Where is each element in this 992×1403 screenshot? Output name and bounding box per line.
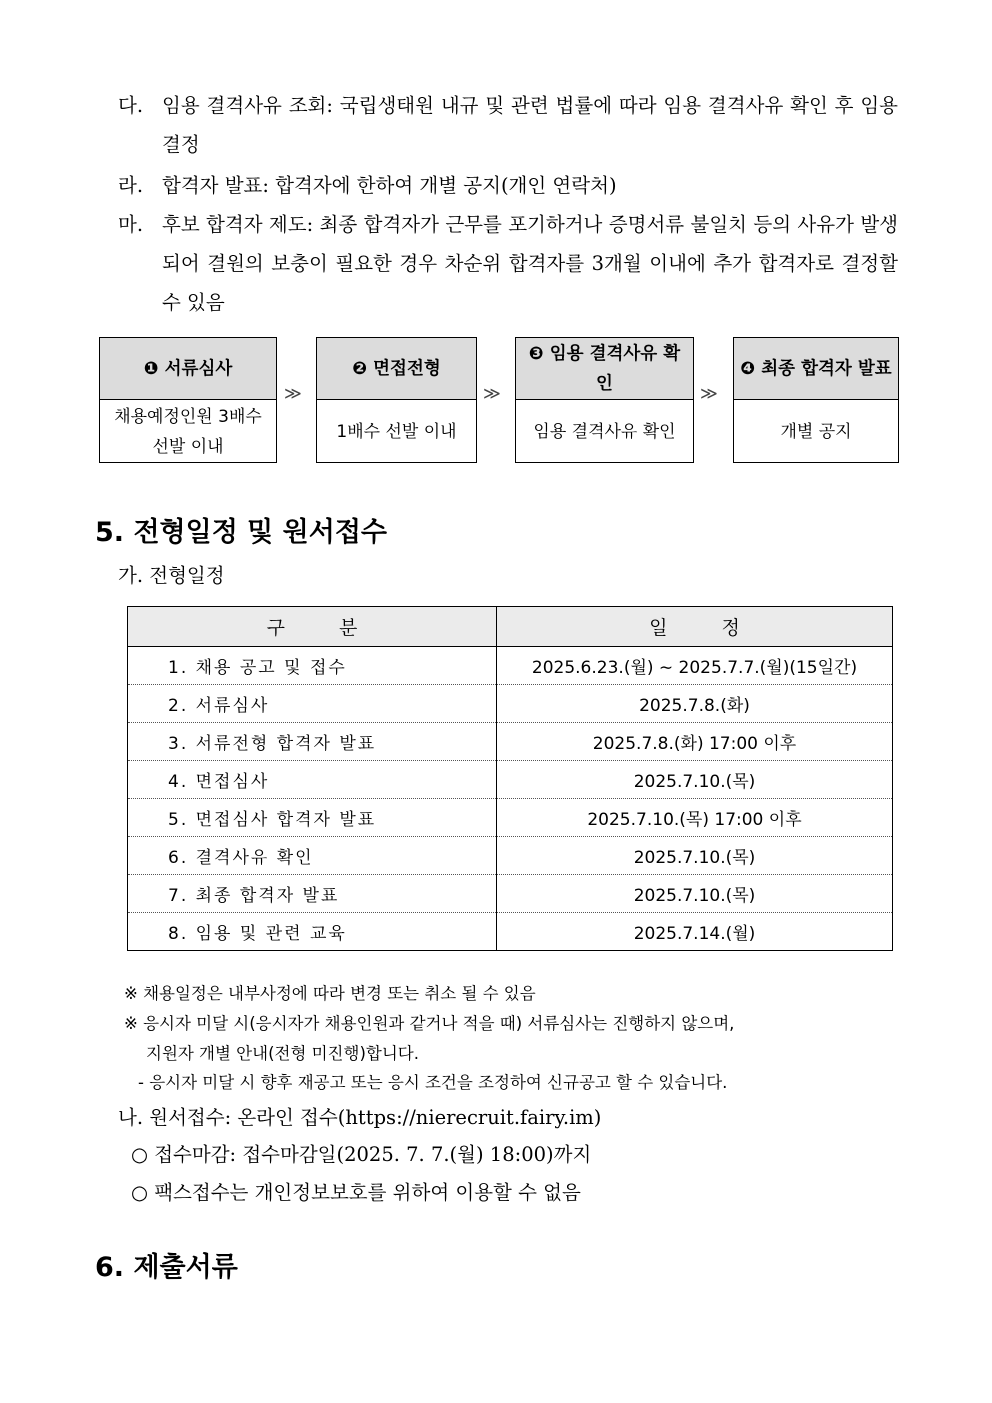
table-row — [128, 913, 893, 951]
table-row — [128, 647, 893, 685]
item-ra — [118, 166, 898, 205]
flow-arrow: ≫ — [284, 384, 302, 404]
table-cell-date: 2025.6.23.(월) ∼ 2025.7.7.(월)(15일간) — [497, 647, 893, 685]
bullet-fax: ○ 팩스접수는 개인정보보호를 위하여 이용할 수 없음 — [131, 1181, 581, 1204]
table-cell-category: 6. 결격사유 확인 — [128, 837, 497, 875]
table-cell-date: 2025.7.10.(목) 17:00 이후 — [497, 799, 893, 837]
table-cell-date: 2025.7.10.(목) — [497, 875, 893, 913]
flow-step-title: ❶ 서류심사 — [100, 338, 276, 400]
table-row — [128, 685, 893, 723]
flow-step-body: 1배수 선발 이내 — [336, 421, 457, 442]
flow-arrow: ≫ — [700, 384, 718, 404]
table-row — [128, 799, 893, 837]
flow-step-body: 채용예정인원 3배수 선발 이내 — [114, 406, 262, 457]
table-cell-category: 5. 면접심사 합격자 발표 — [128, 799, 497, 837]
section-5-title: 5. 전형일정 및 원서접수 — [95, 517, 387, 548]
table-cell-category: 8. 임용 및 관련 교육 — [128, 913, 497, 951]
subsection-a-title: 가. 전형일정 — [118, 564, 225, 587]
subsection-b-title: 나. 원서접수: 온라인 접수(https://nierecruit.fairy.im) — [118, 1106, 602, 1129]
flow-step-2 — [316, 337, 477, 463]
table-row — [128, 875, 893, 913]
item-marker: 다. — [118, 94, 144, 117]
item-ma — [118, 205, 898, 322]
flow-step-body: 개별 공지 — [780, 421, 852, 442]
table-header-row — [128, 607, 893, 647]
table-cell-date: 2025.7.8.(화) — [497, 685, 893, 723]
item-marker: 라. — [118, 174, 144, 197]
note-reannouncement: - 응시자 미달 시 향후 재공고 또는 응시 조건을 조정하여 신규공고 할 수 있습니다. — [138, 1073, 728, 1092]
table-cell-date: 2025.7.10.(목) — [497, 761, 893, 799]
item-text: 합격자 발표: 합격자에 한하여 개별 공지(개인 연락처) — [162, 174, 617, 197]
table-row — [128, 723, 893, 761]
table-cell-category: 4. 면접심사 — [128, 761, 497, 799]
item-marker: 마. — [118, 213, 144, 236]
table-header-schedule: 일 정 — [497, 607, 893, 647]
table-cell-date: 2025.7.14.(월) — [497, 913, 893, 951]
table-cell-category: 3. 서류전형 합격자 발표 — [128, 723, 497, 761]
table-row — [128, 837, 893, 875]
flow-step-4 — [733, 337, 899, 463]
table-cell-category: 7. 최종 합격자 발표 — [128, 875, 497, 913]
flow-step-title: ❸ 임용 결격사유 확인 — [516, 338, 693, 400]
table-cell-date: 2025.7.10.(목) — [497, 837, 893, 875]
flow-step-body: 임용 결격사유 확인 — [533, 421, 676, 442]
flow-arrow: ≫ — [483, 384, 501, 404]
section-6-title: 6. 제출서류 — [95, 1252, 238, 1283]
flow-step-title: ❹ 최종 합격자 발표 — [734, 338, 898, 400]
table-cell-date: 2025.7.8.(화) 17:00 이후 — [497, 723, 893, 761]
schedule-table — [127, 606, 893, 951]
flow-step-title: ❷ 면접전형 — [317, 338, 476, 400]
note-applicant-shortage: ※ 응시자 미달 시(응시자가 채용인원과 같거나 적을 때) 서류심사는 진행하지 않으며, — [124, 1014, 735, 1033]
table-cell-category: 2. 서류심사 — [128, 685, 497, 723]
item-text: 후보 합격자 제도: 최종 합격자가 근무를 포기하거나 증명서류 불일치 등의 사유가 발생되어 결원의 보충이 필요한 경우 차순위 합격자를 3개월 이내에 추가 합격자로 결정할 수 있음 — [162, 213, 898, 314]
note-applicant-shortage-cont: 지원자 개별 안내(전형 미진행)합니다. — [146, 1044, 419, 1063]
bullet-deadline: ○ 접수마감: 접수마감일(2025. 7. 7.(월) 18:00)까지 — [131, 1143, 592, 1166]
flow-step-1 — [99, 337, 277, 463]
note-schedule-change: ※ 채용일정은 내부사정에 따라 변경 또는 취소 될 수 있음 — [124, 984, 536, 1003]
table-header-category: 구 분 — [128, 607, 497, 647]
table-cell-category: 1. 채용 공고 및 접수 — [128, 647, 497, 685]
item-text: 임용 결격사유 조회: 국립생태원 내규 및 관련 법률에 따라 임용 결격사유 확인 후 임용 결정 — [162, 94, 898, 156]
table-row — [128, 761, 893, 799]
item-da — [118, 86, 898, 164]
flow-step-3 — [515, 337, 694, 463]
